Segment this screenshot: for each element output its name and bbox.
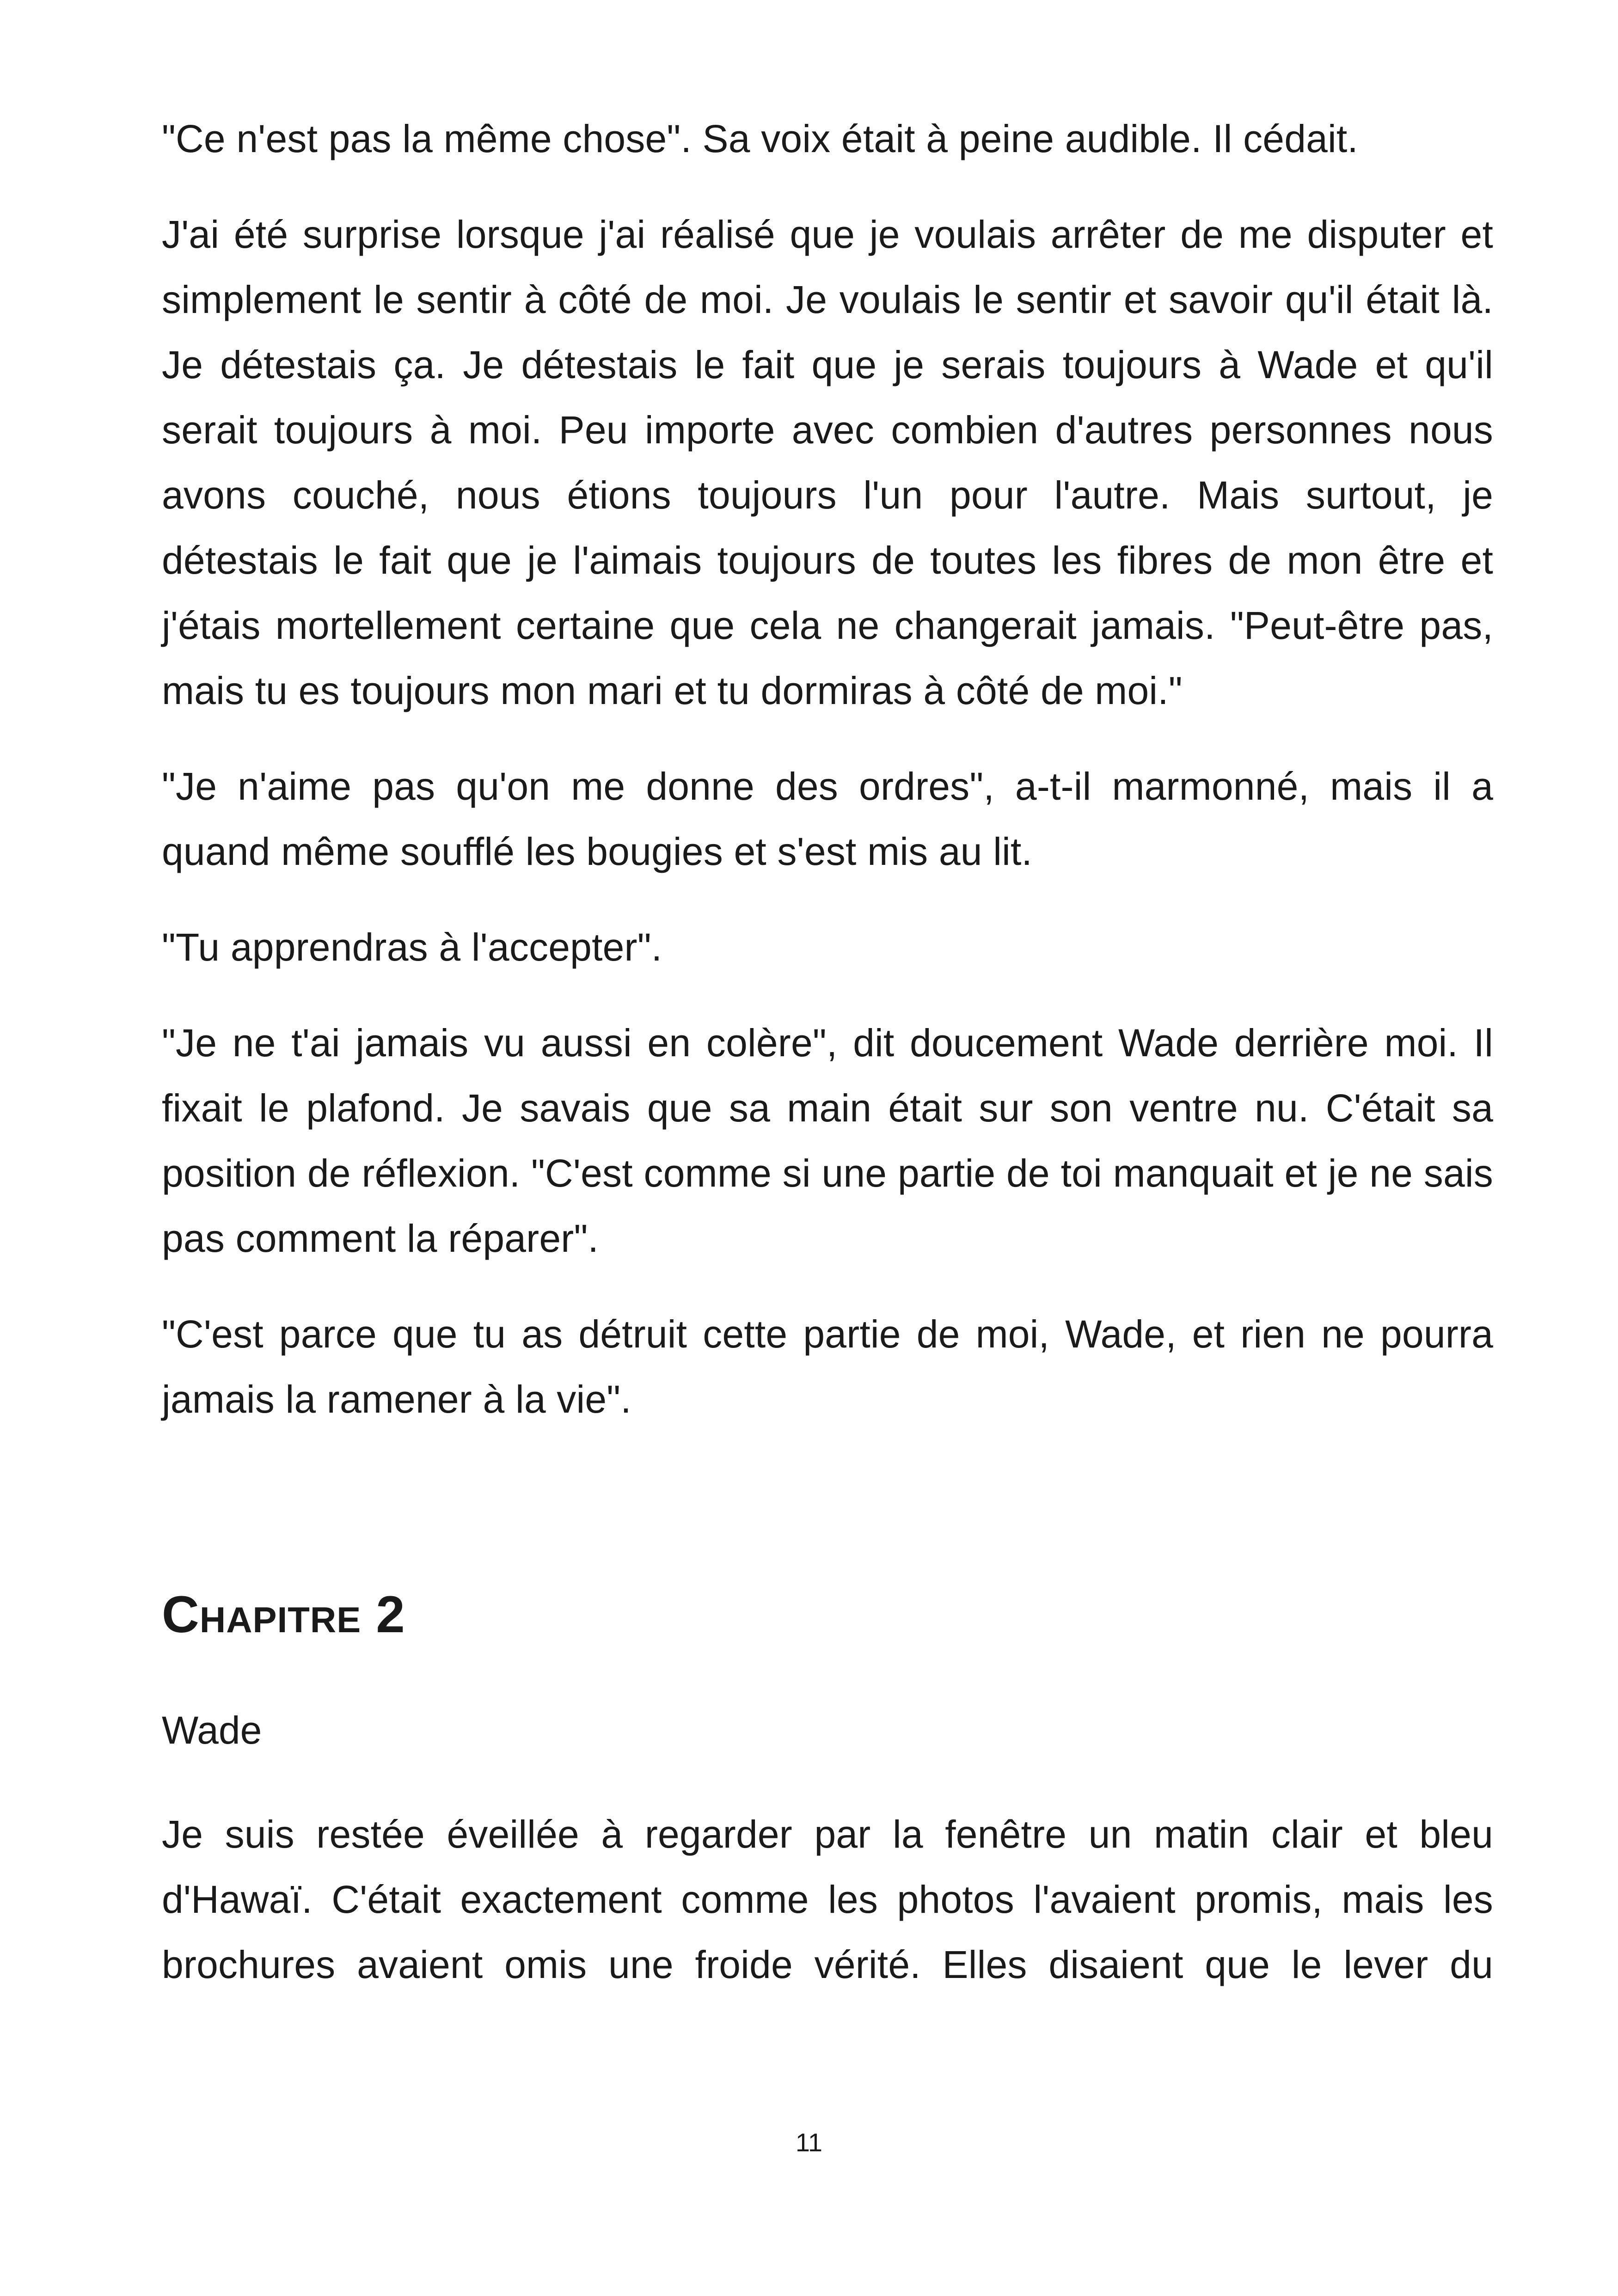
page-number: 11 [795,2128,823,2157]
paragraph: "Je ne t'ai jamais vu aussi en colère", dit doucement Wade derrière moi. Il fixait le plafond. Je savais que sa main était sur son ventre nu. C'était sa position de réflexion. "C'est comme si une partie de toi manquait et je ne sais pas comment la réparer". [162,1021,1493,1260]
chapter-title [162,1585,1493,1645]
page-body [162,106,1493,2028]
paragraph: "Tu apprendras à l'accepter". [162,925,662,969]
paragraph: "Je n'aime pas qu'on me donne des ordres", a-t-il marmonné, mais il a quand même soufflé les bougies et s'est mis au lit. [162,765,1493,873]
paragraph: J'ai été surprise lorsque j'ai réalisé que je voulais arrêter de me disputer et simplement le sentir à côté de moi. Je voulais le sentir et savoir qu'il était là. Je détestais ça. Je détestais le fait que je serais toujours à Wade et qu'il serait toujours à moi. Peu importe avec combien d'autres personnes nous avons couché, nous étions toujours l'un pour l'autre. Mais surtout, je détestais le fait que je l'aimais toujours de toutes les fibres de mon être et j'étais mortellement certaine que cela ne changerait jamais. "Peut-être pas, mais tu es toujours mon mari et tu dormiras à côté de moi." [162,213,1493,712]
chapter-title-text: Chapitre 2 [162,1586,405,1643]
paragraph: "Ce n'est pas la même chose". Sa voix était à peine audible. Il cédait. [162,117,1358,160]
paragraph: Je suis restée éveillée à regarder par la fenêtre un matin clair et bleu d'Hawaï. C'était exactement comme les photos l'avaient promis, mais les brochures avaient omis une froide vérité. Elles disaient que le lever du [162,1812,1493,1986]
chapter-narrator: Wade [162,1708,262,1752]
paragraph: "C'est parce que tu as détruit cette partie de moi, Wade, et rien ne pourra jamais la ramener à la vie". [162,1312,1493,1421]
